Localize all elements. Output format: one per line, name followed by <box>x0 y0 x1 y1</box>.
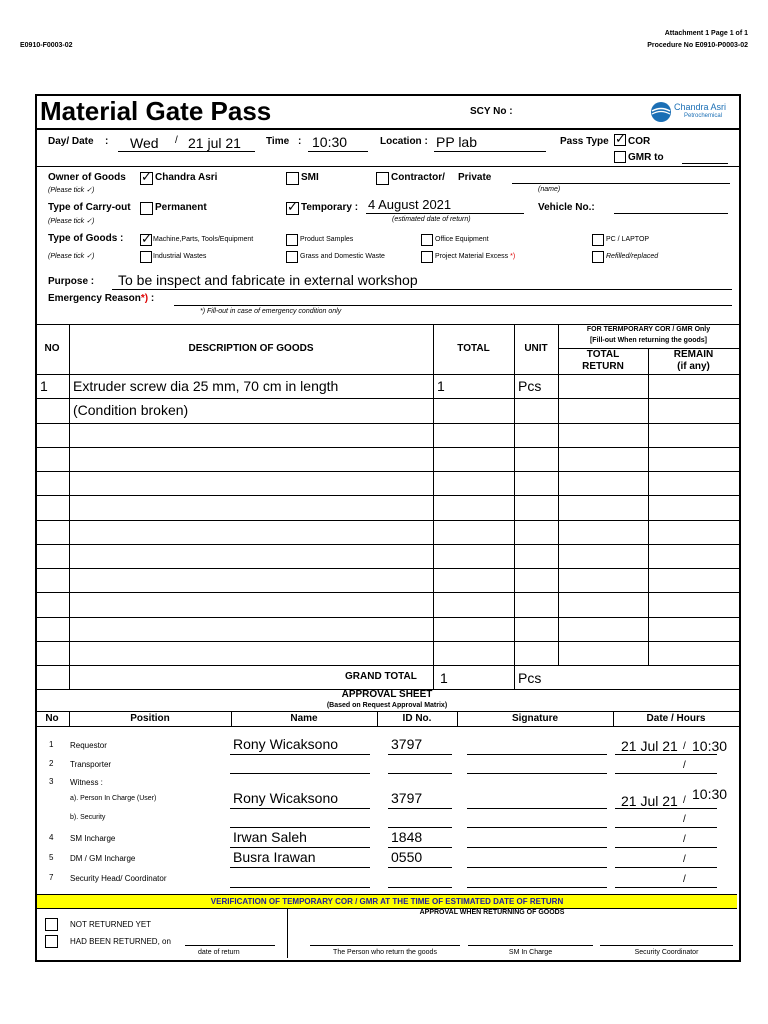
approval-hour: 10:30 <box>692 786 728 802</box>
approval-signature-underline <box>467 754 607 755</box>
date-slash: / <box>175 135 178 146</box>
approval-col-signature: Signature <box>511 713 559 724</box>
return-date-caption: date of return <box>198 949 240 956</box>
approval-col-date: Date / Hours <box>646 713 706 724</box>
approval-pos: a). Person In Charge (User) <box>70 795 157 802</box>
logo-icon <box>650 101 672 123</box>
grand-total-label: GRAND TOTAL <box>345 671 417 682</box>
row-divider <box>35 495 739 496</box>
row-divider <box>35 447 739 448</box>
goods-type-please: (Please tick ✓) <box>48 253 95 260</box>
goods-office-checkbox[interactable] <box>421 234 433 246</box>
approval-date-underline <box>615 827 717 828</box>
table-top-line <box>35 324 739 325</box>
date-underline <box>118 151 255 152</box>
temporary-label: Temporary : <box>301 202 359 213</box>
col-remain-header-1: REMAIN <box>673 349 714 360</box>
vehicle-label: Vehicle No.: <box>538 202 595 213</box>
col-desc-header: DESCRIPTION OF GOODS <box>188 343 314 354</box>
goods-pc-checkbox[interactable] <box>592 234 604 246</box>
owner-name-note: (name) <box>538 186 561 193</box>
approval-header-top <box>35 711 739 712</box>
approval-vdiv-2 <box>231 711 232 726</box>
col-remain-header-2: (if any) <box>677 361 710 372</box>
time-value: 10:30 <box>312 134 348 150</box>
purpose-value: To be inspect and fabricate in external workshop <box>118 272 418 288</box>
temporary-note: (estimated date of return) <box>392 216 471 223</box>
goods-project-checkbox[interactable] <box>421 251 433 263</box>
gmr-underline <box>682 163 728 164</box>
row-divider <box>35 398 739 399</box>
sig3-underline <box>600 945 733 946</box>
approval-signature-underline <box>467 847 607 848</box>
emergency-colon: : <box>150 293 155 304</box>
goods-refilled-label: Refilled/replaced <box>606 253 659 260</box>
gmr-checkbox[interactable] <box>614 151 626 163</box>
owner-private-label: Private <box>458 172 492 183</box>
approval-date: 21 Jul 21 <box>621 738 678 754</box>
grand-total-unit: Pcs <box>518 670 542 686</box>
grand-total-value: 1 <box>440 670 448 686</box>
approval-sep: / <box>683 795 686 806</box>
approval-name-underline <box>230 887 370 888</box>
goods-type-label: Type of Goods : <box>48 233 124 244</box>
approval-signature-underline <box>467 827 607 828</box>
row-divider <box>35 568 739 569</box>
approval-signature-underline <box>467 808 607 809</box>
goods-grass-checkbox[interactable] <box>286 251 298 263</box>
approval-signature-underline <box>467 773 607 774</box>
col-divider-total <box>514 324 515 689</box>
temporary-underline <box>366 213 524 214</box>
approval-sep: / <box>683 741 686 752</box>
time-underline <box>308 151 368 152</box>
approval-name: Irwan Saleh <box>233 829 307 845</box>
approval-col-id: ID No. <box>402 713 432 724</box>
scy-label: SCY No : <box>470 106 513 117</box>
approval-no: 3 <box>49 777 54 786</box>
approval-no: 7 <box>49 873 54 882</box>
col-return-header-2: RETURN <box>582 361 624 372</box>
approval-pos: Transporter <box>70 760 112 769</box>
location-value: PP lab <box>436 134 477 150</box>
attachment-label: Attachment 1 Page 1 of 1 <box>664 30 748 37</box>
check-icon: ✓ <box>615 131 626 146</box>
sig3-caption: Security Coordinator <box>634 949 699 956</box>
date-value: 21 jul 21 <box>188 135 241 151</box>
goods-sample-label: Product Samples <box>300 236 354 243</box>
approval-title: APPROVAL SHEET <box>341 689 433 700</box>
col-return-header-1: TOTAL <box>586 349 620 360</box>
row-divider <box>35 471 739 472</box>
approval-signature-underline <box>467 867 607 868</box>
row-divider <box>35 641 739 642</box>
approval-date: 21 Jul 21 <box>621 793 678 809</box>
approval-no: 2 <box>49 759 54 768</box>
approval-date-underline <box>615 867 717 868</box>
goods-cell-desc: (Condition broken) <box>73 402 189 419</box>
col-divider-no <box>69 324 70 689</box>
emergency-note: *) Fill-out in case of emergency condition only <box>200 308 342 315</box>
permanent-label: Permanent <box>155 202 207 213</box>
emergency-label <box>48 293 154 304</box>
approval-name-underline <box>230 847 370 848</box>
approval-return-label: APPROVAL WHEN RETURNING OF GOODS <box>419 909 565 916</box>
cor-checkbox[interactable] <box>614 131 626 146</box>
not-returned-label: NOT RETURNED YET <box>70 920 152 929</box>
emergency-text: Emergency Reason <box>48 293 141 304</box>
approval-pos: Witness : <box>70 778 103 787</box>
goods-sample-checkbox[interactable] <box>286 234 298 246</box>
approval-no: 1 <box>49 740 54 749</box>
owner-contractor-checkbox[interactable] <box>376 172 389 185</box>
approval-id: 3797 <box>391 736 423 752</box>
title-divider <box>35 128 739 130</box>
goods-machine-checkbox[interactable] <box>140 231 152 246</box>
time-colon: : <box>298 136 302 147</box>
pass-type-label: Pass Type <box>560 136 609 147</box>
logo <box>650 101 672 128</box>
temporary-date: 4 August 2021 <box>368 197 452 212</box>
approval-sep: / <box>683 814 686 825</box>
approval-id-underline <box>388 808 452 809</box>
carry-please: (Please tick ✓) <box>48 218 95 225</box>
approval-name-underline <box>230 867 370 868</box>
owner-smi-label: SMI <box>301 172 319 183</box>
row-divider <box>35 617 739 618</box>
approval-id-underline <box>388 867 452 868</box>
sig1-underline <box>310 945 460 946</box>
row-divider <box>35 544 739 545</box>
form-border <box>35 94 741 962</box>
owner-label: Owner of Goods <box>48 172 126 183</box>
goods-project-text: Project Material Excess <box>435 253 509 260</box>
for-temp-header: FOR TERMPORARY COR / GMR Only <box>586 326 711 333</box>
approval-vdiv-1 <box>69 711 70 726</box>
approval-date-underline <box>615 754 717 755</box>
goods-project-star: *) <box>510 253 516 260</box>
owner-chandra-label: Chandra Asri <box>155 172 218 183</box>
for-temp-subheader: [Fill-out When returning the goods] <box>589 337 708 344</box>
owner-contractor-label: Contractor/ <box>391 172 445 183</box>
goods-cell-no: 1 <box>40 378 48 394</box>
time-label: Time <box>266 136 290 147</box>
location-underline <box>434 151 546 152</box>
approval-name: Rony Wicaksono <box>233 736 339 752</box>
approval-sep: / <box>683 874 686 885</box>
logo-brand: Chandra Asri <box>674 102 727 112</box>
approval-id: 0550 <box>391 849 423 865</box>
goods-industrial-checkbox[interactable] <box>140 251 152 263</box>
purpose-underline <box>112 289 732 290</box>
emergency-star: *) <box>140 293 149 304</box>
page-title: Material Gate Pass <box>40 96 272 126</box>
vehicle-underline <box>614 213 728 214</box>
goods-cell-desc: Extruder screw dia 25 mm, 70 cm in length <box>73 378 339 394</box>
purpose-label: Purpose : <box>48 276 95 287</box>
returned-checkbox[interactable] <box>45 935 58 948</box>
col-divider-desc <box>433 324 434 689</box>
location-label: Location : <box>380 136 428 147</box>
approval-col-no: No <box>45 713 59 724</box>
approval-signature-underline <box>467 887 607 888</box>
approval-pos: Security Head/ Coordinator <box>70 874 167 883</box>
day-date-colon: : <box>105 136 109 147</box>
approval-pos: Requestor <box>70 741 107 750</box>
verify-banner: VERIFICATION OF TEMPORARY COR / GMR AT THE TIME OF ESTIMATED DATE OF RETURN <box>37 894 737 909</box>
goods-office-label: Office Equipment <box>435 236 489 243</box>
goods-cell-total: 1 <box>437 378 445 394</box>
approval-name: Busra Irawan <box>233 849 316 865</box>
day-date-label: Day/ Date <box>48 136 94 147</box>
row-divider <box>35 166 739 167</box>
goods-industrial-label: Industrial Wastes <box>153 253 207 260</box>
permanent-checkbox[interactable] <box>140 202 153 215</box>
goods-machine-label: Machine,Parts, Tools/Equipment <box>153 236 254 243</box>
owner-name-underline <box>512 183 730 184</box>
approval-id-underline <box>388 754 452 755</box>
approval-sep: / <box>683 834 686 845</box>
logo-sub: Petrochemical <box>684 113 723 119</box>
approval-date-underline <box>615 808 717 809</box>
approval-id-underline <box>388 847 452 848</box>
grand-top-line <box>35 665 739 666</box>
check-icon: ✓ <box>141 169 152 184</box>
sig1-caption: The Person who return the goods <box>333 949 437 956</box>
row-divider <box>35 520 739 521</box>
approval-id: 3797 <box>391 790 423 806</box>
goods-project-label <box>435 253 515 260</box>
approval-pos: DM / GM Incharge <box>70 854 136 863</box>
approval-hour: 10:30 <box>692 738 728 754</box>
form-code: E0910-F0003-02 <box>20 42 73 49</box>
emergency-underline <box>174 305 732 306</box>
approval-col-position: Position <box>130 713 170 724</box>
approval-date-underline <box>615 887 717 888</box>
approval-pos: b). Security <box>70 814 106 821</box>
row-divider <box>35 592 739 593</box>
col-total-header: TOTAL <box>457 343 490 354</box>
return-date-underline <box>185 945 275 946</box>
approval-name-underline <box>230 773 370 774</box>
goods-pc-label: PC / LAPTOP <box>606 236 650 243</box>
col-no-header: NO <box>44 343 60 354</box>
approval-id-underline <box>388 773 452 774</box>
goods-grass-label: Grass and Domestic Waste <box>300 253 385 260</box>
carry-label: Type of Carry-out <box>48 202 131 213</box>
gmr-label: GMR to <box>628 152 664 163</box>
sig2-underline <box>468 945 593 946</box>
approval-sep: / <box>683 760 686 771</box>
table-header-bottom <box>35 374 739 375</box>
approval-date-underline <box>615 847 717 848</box>
owner-smi-checkbox[interactable] <box>286 172 299 185</box>
sig2-caption: SM In Charge <box>508 949 553 956</box>
goods-cell-unit: Pcs <box>518 378 542 394</box>
approval-id-underline <box>388 827 452 828</box>
check-icon: ✓ <box>141 231 152 246</box>
goods-refilled-checkbox[interactable] <box>592 251 604 263</box>
approval-subtitle: (Based on Request Approval Matrix) <box>326 702 448 709</box>
temporary-checkbox[interactable] <box>286 199 299 215</box>
approval-name-underline <box>230 808 370 809</box>
procedure-label: Procedure No E0910-P0003-02 <box>647 42 748 49</box>
approval-id-underline <box>388 887 452 888</box>
owner-please: (Please tick ✓) <box>48 187 95 194</box>
approval-col-name: Name <box>290 713 318 724</box>
approval-no: 5 <box>49 853 54 862</box>
approval-sep: / <box>683 854 686 865</box>
approval-name: Rony Wicaksono <box>233 790 339 806</box>
approval-vdiv-3 <box>377 711 378 726</box>
approval-vdiv-4 <box>457 711 458 726</box>
cor-label: COR <box>628 136 651 147</box>
returned-label: HAD BEEN RETURNED, on <box>70 937 171 946</box>
approval-pos: SM Incharge <box>70 834 116 843</box>
check-icon: ✓ <box>287 199 298 214</box>
approval-name-underline <box>230 754 370 755</box>
approval-id: 1848 <box>391 829 423 845</box>
approval-no: 4 <box>49 833 54 842</box>
not-returned-checkbox[interactable] <box>45 918 58 931</box>
approval-date-underline <box>615 773 717 774</box>
approval-header-bottom <box>35 726 739 727</box>
approval-vdiv-5 <box>613 711 614 726</box>
col-unit-header: UNIT <box>524 343 548 354</box>
approval-name-underline <box>230 827 370 828</box>
row-divider <box>35 423 739 424</box>
day-value: Wed <box>130 135 159 151</box>
owner-chandra-checkbox[interactable] <box>140 169 153 185</box>
